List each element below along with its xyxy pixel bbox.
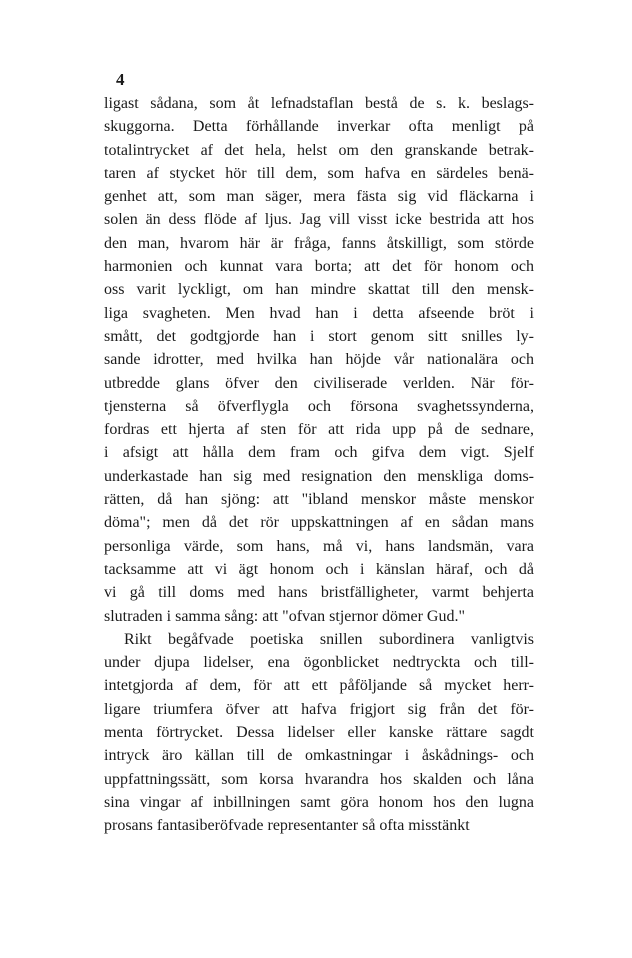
- text-line: genhet att, som man säger, mera fästa sig vid fläckarna i: [104, 188, 534, 206]
- text-line: under djupa lidelser, ena ögonblicket nedtryckta och till-: [104, 654, 534, 672]
- text-line: uppfattningssätt, som korsa hvarandra hos skalden och låna: [104, 770, 534, 788]
- text-line: personliga värde, som hans, må vi, hans landsmän, vara: [104, 537, 534, 555]
- text-line: tacksamme att vi ägt honom och i känslan häraf, och då: [104, 560, 534, 578]
- text-line: vi gå till doms med hans bristfälligheter, varmt behjerta: [104, 584, 534, 602]
- text-line: slutraden i samma sång: att "ofvan stjernor dömer Gud.": [104, 607, 465, 625]
- text-line: totalintrycket af det hela, helst om den granskande betrak-: [104, 141, 534, 159]
- text-line: prosans fantasiberöfvade representanter så ofta misstänkt: [104, 817, 470, 835]
- paragraph: [104, 92, 534, 628]
- text-line: sande idrotter, med hvilka han höjde vår nationalära och: [104, 351, 534, 369]
- text-line: skuggorna. Detta förhållande inverkar ofta menligt på: [104, 118, 534, 136]
- text-line: fordras ett hjerta af sten för att rida upp på de sednare,: [104, 421, 534, 439]
- text-line: intetgjorda af dem, för att ett påföljande så mycket herr-: [104, 677, 534, 695]
- text-line: menta förtrycket. Dessa lidelser eller kanske rättare sagdt: [104, 724, 534, 742]
- text-line: sina vingar af inbillningen samt göra honom hos den lugna: [104, 793, 534, 811]
- text-line: harmonien och kunnat vara borta; att det för honom och: [104, 258, 534, 276]
- text-line: den man, hvarom här är fråga, fanns åtskilligt, som störde: [104, 234, 534, 252]
- text-line: tjensterna så öfverflygla och försona svaghetssynderna,: [104, 397, 534, 415]
- text-line: liga svagheten. Men hvad han i detta afseende bröt i: [104, 304, 534, 322]
- text-line: underkastade han sig med resignation den menskliga doms-: [104, 467, 534, 485]
- text-line: i afsigt att hålla dem fram och gifva dem vigt. Sjelf: [104, 444, 534, 462]
- text-line: smått, det godtgjorde han i stort genom sitt snilles ly-: [104, 327, 534, 345]
- text-line: utbredde glans öfver den civiliserade verlden. När för-: [104, 374, 534, 392]
- text-line: ligast sådana, som åt lefnadstaflan bestå de s. k. beslags-: [104, 95, 534, 112]
- paragraph: [104, 628, 534, 838]
- text-line: intryck äro källan till de omkastningar i åskådnings- och: [104, 747, 534, 765]
- text-line: rätten, då han sjöng: att "ibland menskor måste menskor: [104, 491, 534, 509]
- text-line: taren af stycket hör till dem, som hafva en särdeles benä-: [104, 164, 534, 182]
- text-line: ligare triumfera öfver att hafva frigjort sig från det för-: [104, 700, 534, 718]
- text-line: Rikt begåfvade poetiska snillen subordinera vanligtvis: [124, 630, 534, 648]
- page-number: 4: [116, 70, 125, 89]
- text-line: solen än dess flöde af ljus. Jag vill visst icke bestrida att hos: [104, 211, 534, 229]
- text-line: oss varit lyckligt, om han mindre skattat till den mensk-: [104, 281, 534, 299]
- text-line: döma"; men då det rör uppskattningen af en sådan mans: [104, 514, 534, 532]
- body-text: [104, 92, 534, 838]
